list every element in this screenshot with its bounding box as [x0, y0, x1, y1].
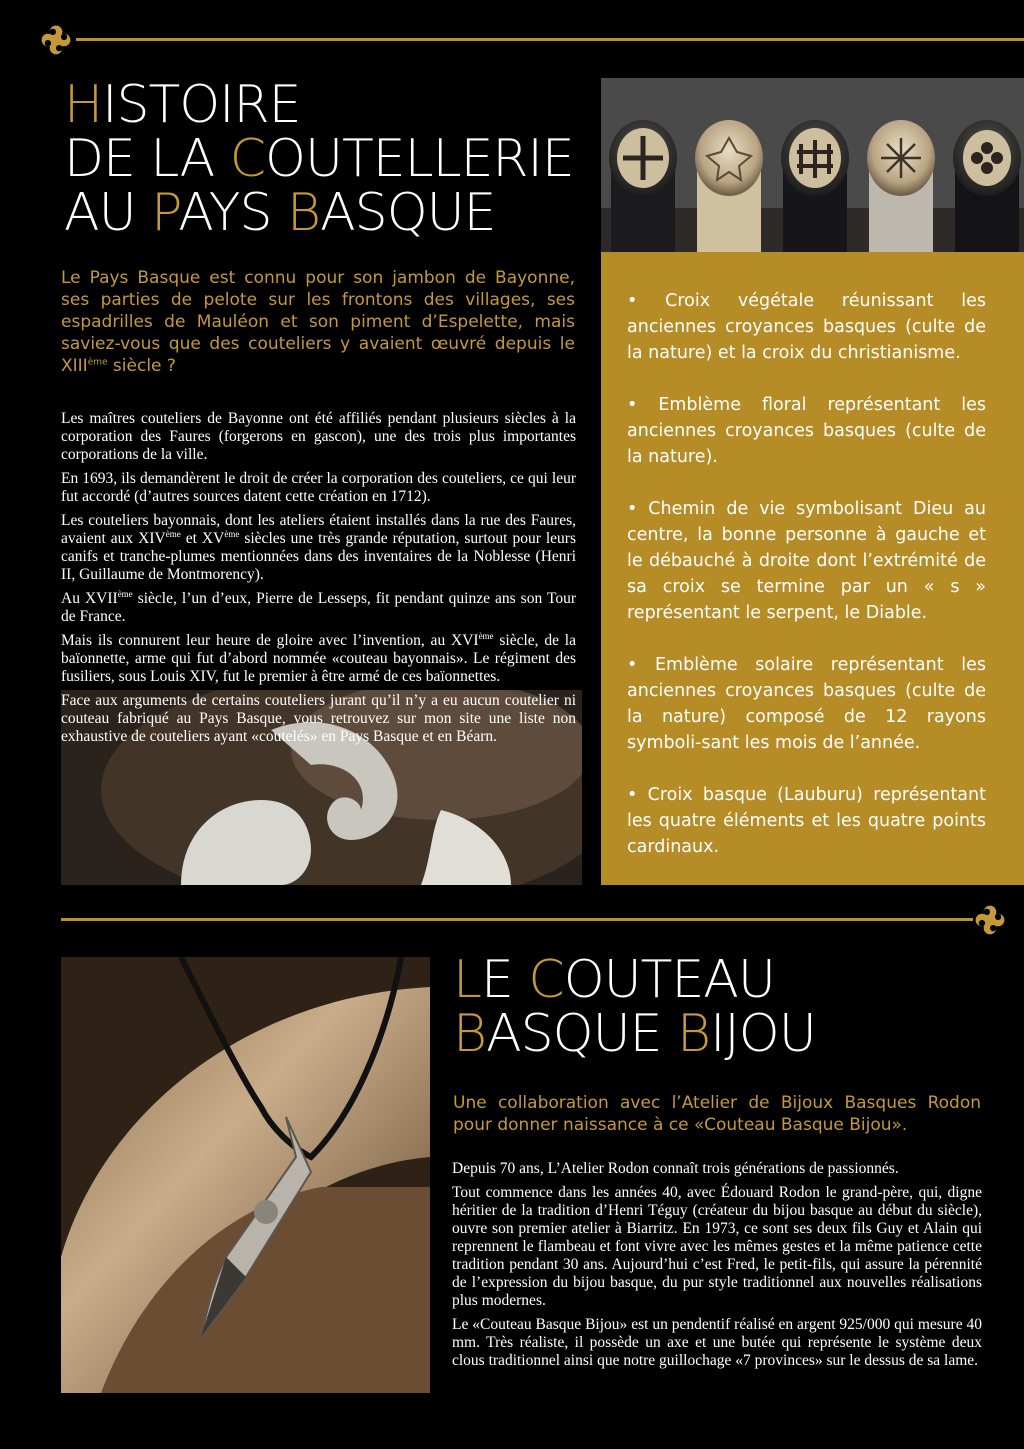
title-line: HISTOIRE	[64, 75, 301, 135]
section1-lead: Le Pays Basque est connu pour son jambon de Bayonne, ses parties de pelote sur les frontons des villages, ses espadrilles de Mauléon et son piment d’Espelette, mais saviez-vous que des couteliers y avaient œuvré depuis le XIIIème siècle ?	[61, 268, 575, 376]
section2-title	[453, 950, 816, 1065]
middle-divider	[61, 918, 973, 921]
section2-lead: Une collaboration avec l’Atelier de Bijoux Basques Rodon pour donner naissance à ce «Couteau Basque Bijou».	[453, 1093, 981, 1135]
lauburu-icon	[38, 22, 74, 58]
top-divider	[76, 38, 1024, 41]
title-line: DE LA COUTELLERIE	[64, 129, 574, 190]
paragraph: Depuis 70 ans, L’Atelier Rodon connaît trois générations de passionnés.	[452, 1160, 899, 1177]
title-line: LE COUTEAU	[453, 950, 775, 1010]
knife-handles-photo	[601, 78, 1024, 252]
paragraph: Les maîtres couteliers de Bayonne ont été affiliés pendant plusieurs siècles à la corporation des Faures (forgerons en gascon), une des trois plus importantes corporations de la ville.	[61, 410, 576, 463]
title-line: AU PAYS BASQUE	[64, 183, 496, 244]
section1-body	[61, 410, 576, 752]
lauburu-icon	[972, 902, 1008, 938]
symbol-item: • Chemin de vie symbolisant Dieu au centre, la bonne personne à gauche et le débauché à droite dont l’extrémité de sa croix se termine par un « s » représentant le serpent, le Diable.	[627, 499, 986, 623]
pendant-photo	[61, 957, 430, 1393]
paragraph: Face aux arguments de certains couteliers jurant qu’il n’y a eu aucun coutelier ni couteau fabriqué au Pays Basque, vous retrouvez sur mon site une liste non exhaustive de couteliers ayant «coutelés» en Pays Basque et en Béarn.	[61, 692, 576, 745]
paragraph: Les couteliers bayonnais, dont les ateliers étaient installés dans la rue des Faures, avaient aux XIVème et XVème siècles une très grande réputation, surtout pour leurs canifs et tranche-plumes mentionnées dans des inventaires de la Noblesse (Henri II, Guillaume de Montmorency).	[61, 512, 577, 583]
title-line: BASQUE BIJOU	[453, 1004, 816, 1065]
section2-body	[452, 1160, 982, 1376]
paragraph: En 1693, ils demandèrent le droit de créer la corporation des couteliers, ce qui leur fut accordé (d’autres sources datent cette création en 1712).	[61, 470, 576, 505]
paragraph: Mais ils connurent leur heure de gloire avec l’invention, au XVIème siècle, de la baïonnette, arme qui fut d’abord nommée «couteau bayonnais». Le régiment des fusiliers, sous Louis XIV, fut le premier à être armé de ces baïonnettes.	[61, 630, 576, 685]
paragraph: Au XVIIème siècle, l’un d’eux, Pierre de Lesseps, fit pendant quinze ans son Tour de France.	[61, 588, 577, 625]
paragraph: Tout commence dans les années 40, avec Édouard Rodon le grand-père, qui, digne héritier de la tradition d’Henri Téguy (créateur du bijou basque au début du siècle), ouvre son premier atelier à Biarritz. En 1973, ce sont ses deux fils Guy et Alain qui reprennent le flambeau et font vivre avec les mêmes gestes et la même patience cette tradition pendant 30 ans. Aujourd’hui c’est Fred, le petit-fils, qui assure la pérennité de l’expression du bijou basque, du pur style traditionnel aux nouvelles réalisations plus modernes.	[452, 1184, 982, 1309]
section1-title	[64, 75, 574, 244]
symbol-item: • Emblème floral représentant les anciennes croyances basques (culte de la nature).	[627, 395, 986, 467]
symbol-item: • Croix végétale réunissant les anciennes croyances basques (culte de la nature) et la croix du christianisme.	[627, 291, 986, 363]
symbols-panel	[601, 252, 1024, 885]
symbol-item: • Emblème solaire représentant les anciennes croyances basques (culte de la nature) composé de 12 rayons symboli-sant les mois de l’année.	[627, 655, 986, 753]
paragraph: Le «Couteau Basque Bijou» est un pendentif réalisé en argent 925/000 qui mesure 40 mm. Très réaliste, il possède un axe et une butée qui représente le système deux clous traditionnel ainsi que notre guillochage «7 provinces» sur le dessus de sa lame.	[452, 1316, 982, 1369]
symbol-item: • Croix basque (Lauburu) représentant les quatre éléments et les quatre points cardinaux.	[627, 785, 986, 857]
